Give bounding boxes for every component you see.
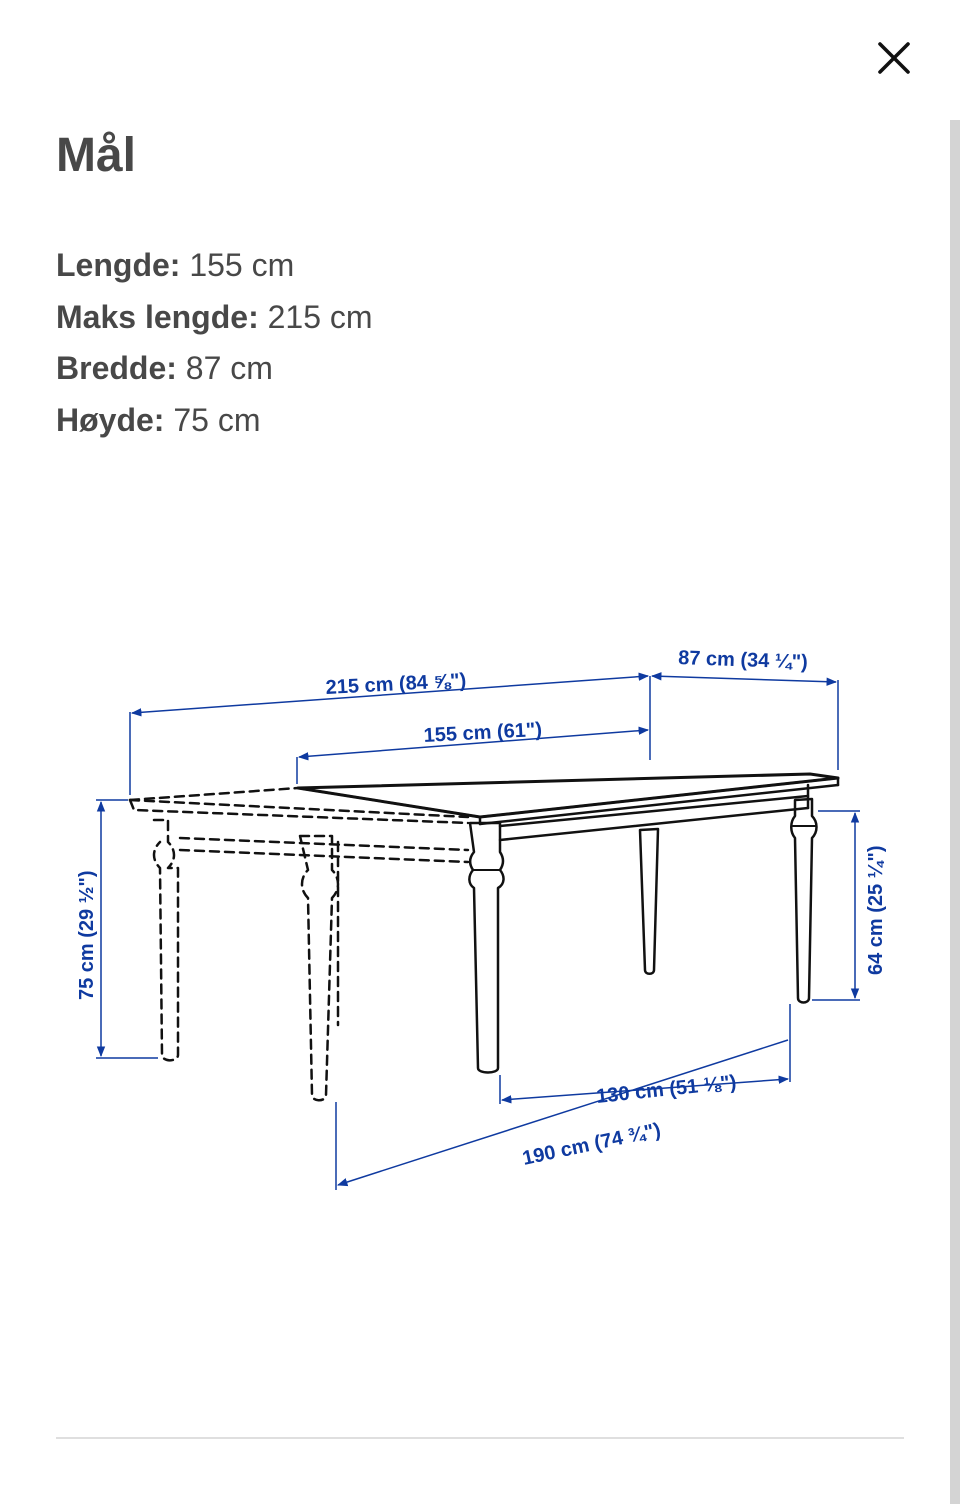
label-max-between-legs: 190 cm (74 ¾") bbox=[520, 1119, 663, 1170]
dimension-label: Høyde: bbox=[56, 401, 165, 438]
label-leg-clearance: 64 cm (25 ¼") bbox=[865, 845, 887, 975]
label-between-legs: 130 cm (51 ⅛") bbox=[595, 1071, 738, 1108]
divider bbox=[56, 1437, 904, 1439]
page-title: Mål bbox=[56, 129, 137, 182]
dimension-value: 155 cm bbox=[189, 247, 295, 283]
dimension-length bbox=[56, 240, 373, 292]
dimension-label: Bredde: bbox=[56, 350, 177, 386]
dimension-height bbox=[56, 395, 373, 447]
dimension-lines bbox=[96, 676, 860, 1190]
dimension-value: 215 cm bbox=[267, 298, 373, 335]
table-dimension-diagram bbox=[0, 620, 960, 1220]
dimension-label: Lengde: bbox=[56, 247, 181, 283]
label-length: 155 cm (61") bbox=[423, 718, 543, 747]
label-width: 87 cm (34 ¼") bbox=[677, 647, 809, 674]
dimension-max-length bbox=[56, 292, 373, 344]
close-button[interactable] bbox=[866, 30, 922, 86]
dimension-list bbox=[56, 240, 373, 446]
table-drawing bbox=[130, 774, 838, 1100]
dimension-value: 75 cm bbox=[173, 401, 261, 438]
label-height: 75 cm (29 ½") bbox=[76, 870, 98, 1000]
label-max-length: 215 cm (84 ⅝") bbox=[325, 669, 467, 699]
dimension-label: Maks lengde: bbox=[56, 298, 259, 335]
dimension-value: 87 cm bbox=[185, 350, 273, 386]
dimension-width bbox=[56, 343, 373, 395]
close-icon bbox=[877, 41, 911, 75]
